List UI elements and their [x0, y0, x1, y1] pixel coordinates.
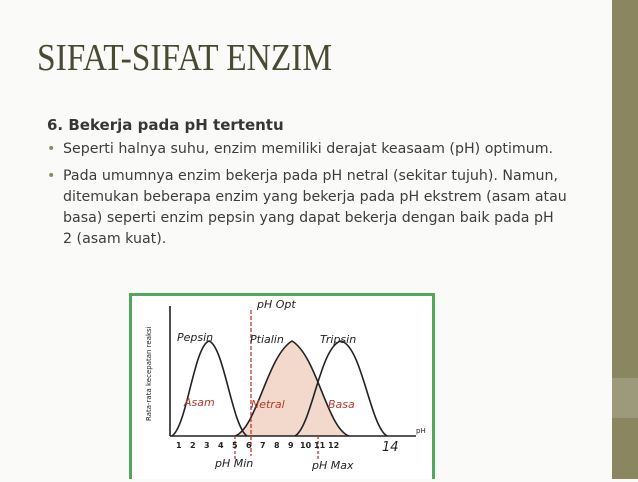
tripsin-label: Tripsin [320, 333, 357, 346]
slide-title: SIFAT-SIFAT ENZIM [37, 37, 333, 79]
x-tick: 9 [288, 441, 294, 450]
ph-max-label: pH Max [312, 459, 354, 472]
asam-label: Asam [184, 396, 215, 409]
basa-label: Basa [328, 398, 355, 411]
subheading: 6. Bekerja pada pH tertentu [47, 116, 284, 134]
x-tick: 1 [176, 441, 182, 450]
side-band-notch [612, 378, 638, 418]
x-tick: 8 [274, 441, 280, 450]
slide-content [47, 116, 567, 256]
netral-label: Netral [251, 398, 285, 411]
bullet-item-1 [47, 139, 567, 160]
ph-enzyme-diagram [129, 293, 435, 479]
x-tick: 12 [328, 441, 340, 450]
decorative-side-band [612, 0, 638, 479]
bullet-marker: • [47, 141, 56, 157]
ptialin-label: Ptialin [250, 333, 284, 346]
x-tick: 7 [260, 441, 266, 450]
ptialin-curve-fill [235, 341, 349, 436]
x-tick: 4 [218, 441, 224, 450]
x-tick: 11 [314, 441, 326, 450]
x-tick-14: 14 [382, 440, 399, 455]
bullet-text: Seperti halnya suhu, enzim memiliki derajat keasaam (pH) optimum. [63, 141, 554, 157]
x-tick: 2 [190, 441, 196, 450]
x-tick: 3 [204, 441, 210, 450]
y-axis-label: Rata-rata kecepatan reaksi [145, 326, 153, 421]
x-tick-labels [176, 441, 339, 450]
x-tick: 6 [246, 441, 252, 450]
diagram-canvas [132, 296, 432, 482]
bullet-list [47, 139, 567, 250]
ph-opt-label: pH Opt [257, 298, 296, 311]
bullet-text: Pada umumnya enzim bekerja pada pH netral (sekitar tujuh). Namun, ditemukan beberapa enzim yang bekerja pada pH ekstrem (asam atau basa) seperti enzim pepsin yang dapat bekerja dengan baik pada pH 2 (asam kuat). [63, 168, 567, 247]
pepsin-curve [172, 341, 247, 436]
x-tick: 5 [232, 441, 238, 450]
pepsin-label: Pepsin [177, 331, 214, 344]
x-tick: 10 [300, 441, 312, 450]
bullet-item-2 [47, 166, 567, 250]
bullet-marker: • [47, 168, 56, 184]
ph-min-label: pH Min [215, 457, 254, 470]
x-axis-label: pH [416, 427, 426, 435]
